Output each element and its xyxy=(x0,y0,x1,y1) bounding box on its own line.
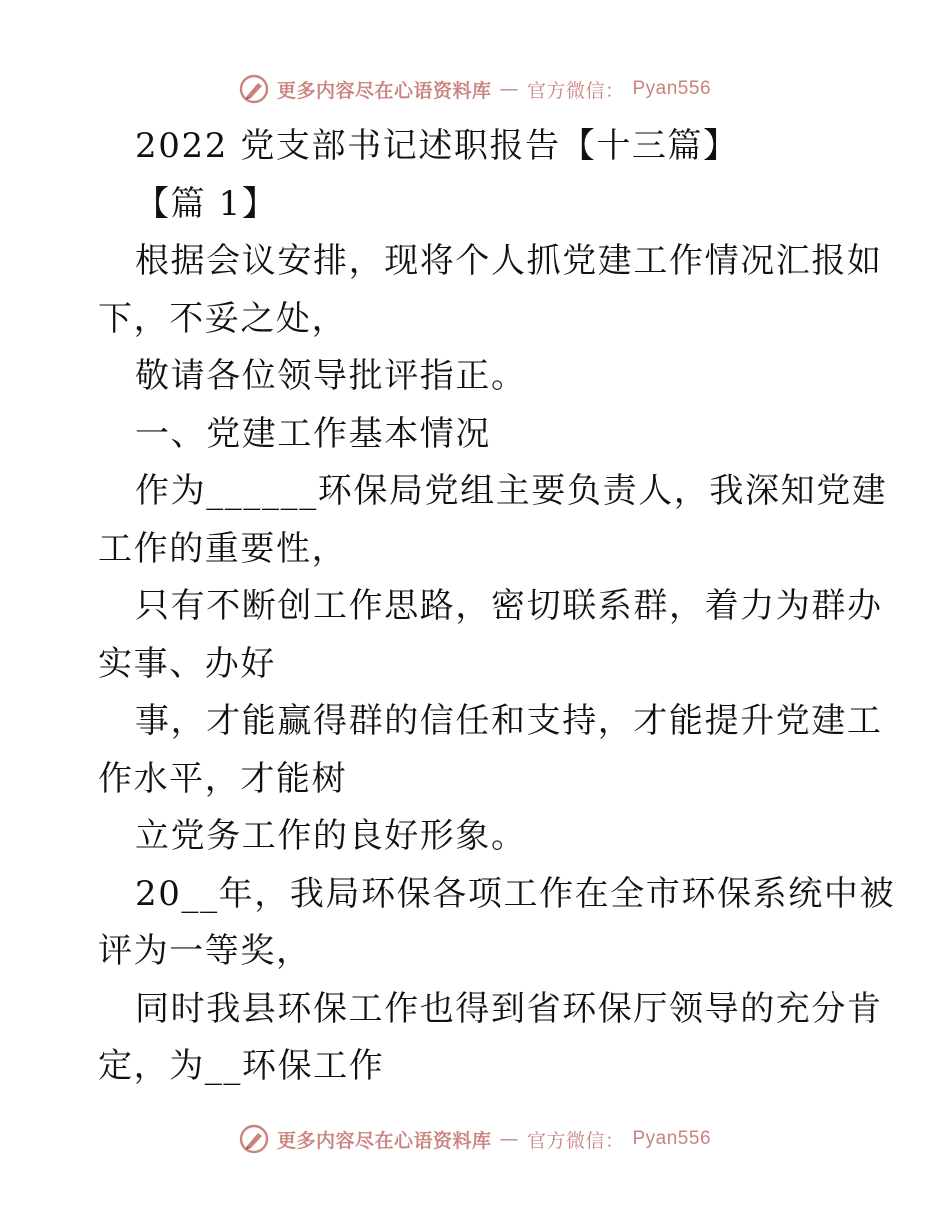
document-body xyxy=(98,118,896,1096)
section-heading: 【篇 1】 xyxy=(135,183,278,224)
body-line: 同时我县环保工作也得到省环保厅领导的充分肯 xyxy=(135,988,883,1029)
watermark-separator: — xyxy=(499,78,519,100)
subsection-heading: 一、党建工作基本情况 xyxy=(135,413,491,454)
body-line: 下，不妥之处， xyxy=(98,298,348,339)
body-line: 事，才能赢得群的信任和支持，才能提升党建工 xyxy=(135,701,883,741)
body-line: 根据会议安排，现将个人抓党建工作情况汇报如 xyxy=(135,241,883,281)
body-line: 评为一等奖， xyxy=(98,931,312,971)
footer-watermark xyxy=(0,1124,950,1154)
watermark-wechat-id: Pyan556 xyxy=(632,78,712,99)
body-line: 只有不断创工作思路，密切联系群，着力为群办 xyxy=(135,586,883,626)
body-line: 作水平，才能树 xyxy=(98,758,348,799)
body-line: 定，为__环保工作 xyxy=(98,1046,385,1086)
watermark-brand: 更多内容尽在心语资料库 xyxy=(276,79,492,102)
watermark-separator: — xyxy=(499,1128,519,1150)
watermark-brand: 更多内容尽在心语资料库 xyxy=(276,1129,492,1152)
watermark-official-label: 官方微信： xyxy=(526,79,625,102)
header-watermark xyxy=(0,74,950,104)
pen-logo-icon xyxy=(239,1124,269,1154)
body-line: 敬请各位领导批评指正。 xyxy=(135,356,527,396)
watermark-official-label: 官方微信： xyxy=(526,1129,625,1152)
watermark-wechat-id: Pyan556 xyxy=(632,1128,712,1149)
body-line: 20__年，我局环保各项工作在全市环保系统中被 xyxy=(135,873,896,914)
document-title: 2022 党支部书记述职报告【十三篇】 xyxy=(135,126,739,166)
pen-logo-icon xyxy=(239,74,269,104)
body-line: 作为______环保局党组主要负责人，我深知党建 xyxy=(135,471,888,511)
body-line: 工作的重要性， xyxy=(98,528,348,569)
body-line: 立党务工作的良好形象。 xyxy=(135,816,527,856)
body-line: 实事、办好 xyxy=(98,643,276,684)
